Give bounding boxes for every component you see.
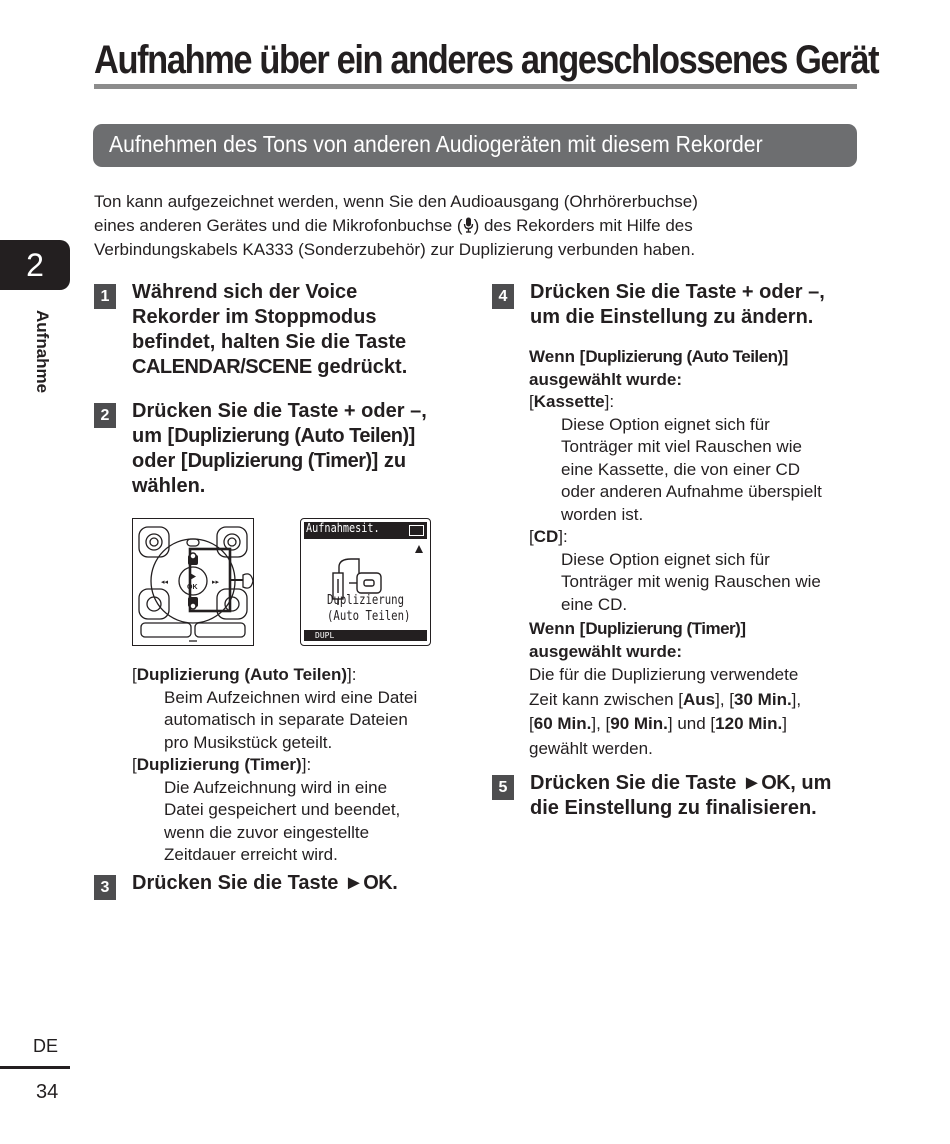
screen-option-text: Duplizierung (Auto Teilen) (327, 593, 411, 624)
recorder-buttons-drawing (133, 519, 253, 645)
intro-paragraph: Ton kann aufgezeichnet werden, wenn Sie den Audioausgang (Ohrhörerbuchse) eines anderen Gerätes und die Mikrofonbuchse ( ) des Rekorders mit Hilfe des Verbindungskabels KA333 (Sonderzubehör) zur Duplizierung verbunden haben. (94, 192, 698, 259)
page-title: Aufnahme über ein anderes angeschlossenes Gerät (94, 38, 879, 82)
step-text: Drücken Sie die Taste ►OK, um die Einstellung zu finalisieren. (530, 772, 832, 819)
svg-text:OK: OK (187, 584, 198, 591)
step-number: 5 (492, 775, 514, 800)
battery-icon (409, 525, 424, 536)
recorder-buttons-illustration (132, 518, 254, 646)
auto-split-heading: Wenn [Duplizierung (Auto Teilen)] ausgewählt wurde: (529, 347, 789, 389)
option-list-left: [Duplizierung (Auto Teilen)]: Beim Aufzeichnen wird eine Datei automatisch in separate Dateien pro Musikstück geteilt. [Duplizierung (Timer)]: Die Aufzeichnung wird in eine Datei gespeichert und beendet, wenn die zuvor eingestellte Zeitdauer erreicht wird. (132, 664, 462, 867)
chapter-number-tab: 2 (0, 240, 70, 290)
step-number: 1 (94, 284, 116, 309)
title-rule (94, 84, 857, 89)
screen-status: DUPL (315, 631, 335, 640)
option-timer: [Duplizierung (Timer)]: (132, 755, 312, 774)
step-text: Während sich der Voice Rekorder im Stoppmodus befindet, halten Sie die Taste CALENDAR/SCENE gedrückt. (132, 281, 408, 378)
step-text: Drücken Sie die Taste ►OK. (132, 872, 398, 894)
step-text: Drücken Sie die Taste + oder –, um die Einstellung zu ändern. (530, 281, 825, 328)
chapter-label: Aufnahme (33, 310, 52, 394)
step-number: 4 (492, 284, 514, 309)
svg-text:◂◂: ◂◂ (161, 578, 169, 586)
option-auto-split: [Duplizierung (Auto Teilen)]: (132, 665, 357, 684)
section-title: Aufnehmen des Tons von anderen Audiogeräten mit diesem Rekorder (109, 131, 763, 157)
step-number: 3 (94, 875, 116, 900)
footer-rule (0, 1066, 70, 1069)
option-cassette: [Kassette]: (529, 392, 615, 411)
display-screen-illustration (300, 518, 431, 646)
screen-header: Aufnahmesit. (306, 521, 380, 535)
svg-text:▸▸: ▸▸ (212, 578, 220, 586)
step-number: 2 (94, 403, 116, 428)
step-text: Drücken Sie die Taste + oder –, um [Duplizierung (Auto Teilen)] oder [Duplizierung (Timer)] zu wählen. (132, 400, 427, 497)
language-label: DE (33, 1036, 59, 1056)
option-list-right: Wenn [Duplizierung (Auto Teilen)] ausgewählt wurde: [Kassette]: Diese Option eignet sich für Tonträger mit viel Rauschen wie eine Kassette, die von einer CD oder anderen Aufnahme überspielt worden ist. [CD]: Diese Option eignet sich für Tonträger mit wenig Rauschen wie eine CD. Wenn [Duplizierung (Timer)] ausgewählt wurde: Die für die Duplizierung verwendete Zeit kann zwischen [Aus], [30 Min.], [60 Min.], [90 Min.] und [120 Min.] gewählt werden. (529, 346, 859, 761)
microphone-icon (463, 217, 474, 233)
option-cd: [CD]: (529, 527, 568, 546)
timer-heading: Wenn [Duplizierung (Timer)] ausgewählt wurde: (529, 619, 747, 661)
timer-description: Die für die Duplizierung verwendete Zeit kann zwischen [Aus], [30 Min.], [60 Min.], [90 Min.] und [120 Min.] gewählt werden. (529, 665, 802, 758)
page-number: 34 (36, 1081, 59, 1103)
